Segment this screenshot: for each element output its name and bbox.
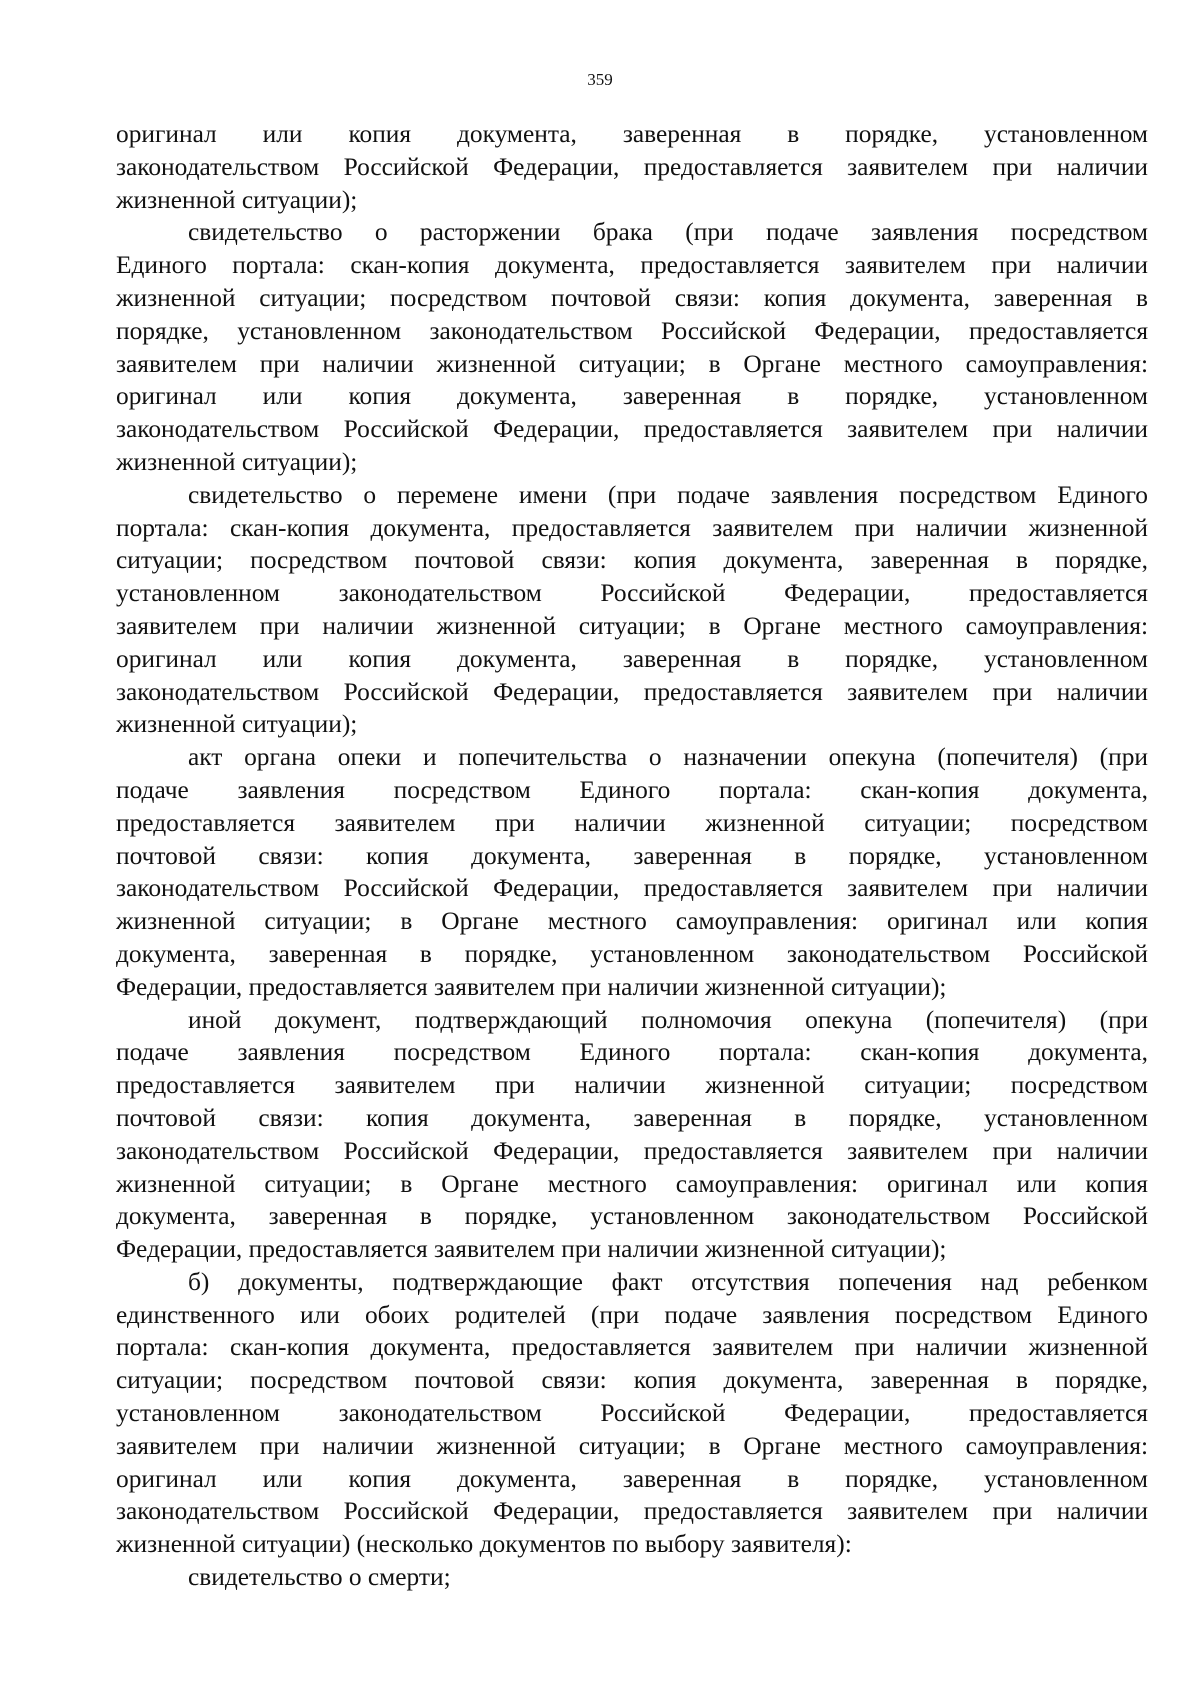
- text-line: иной документ, подтверждающий полномочия опекуна (попечителя) (при: [188, 1005, 1148, 1034]
- text-line: документа, заверенная в порядке, установленном законодательством Российской: [116, 939, 1148, 968]
- text-line: жизненной ситуации; в Органе местного самоуправления: оригинал или копия: [116, 907, 1148, 936]
- text-line: оригинал или копия документа, заверенная в порядке, установленном: [116, 120, 1148, 148]
- text-line: жизненной ситуации);: [116, 447, 358, 476]
- text-line: единственного или обоих родителей (при подаче заявления посредством Единого: [116, 1300, 1148, 1329]
- text-line: портала: скан-копия документа, предоставляется заявителем при наличии жизненной: [116, 1333, 1148, 1362]
- text-line: законодательством Российской Федерации, предоставляется заявителем при наличии: [116, 874, 1148, 903]
- text-line: законодательством Российской Федерации, предоставляется заявителем при наличии: [116, 1136, 1148, 1165]
- text-line: законодательством Российской Федерации, предоставляется заявителем при наличии: [116, 677, 1148, 706]
- text-line: установленном законодательством Российской Федерации, предоставляется: [116, 1399, 1148, 1428]
- text-line: установленном законодательством Российской Федерации, предоставляется: [116, 579, 1148, 608]
- text-line: портала: скан-копия документа, предоставляется заявителем при наличии жизненной: [116, 513, 1148, 542]
- text-line: документа, заверенная в порядке, установленном законодательством Российской: [116, 1202, 1148, 1231]
- text-line: жизненной ситуации; посредством почтовой связи: копия документа, заверенная в: [116, 283, 1148, 312]
- text-line: подаче заявления посредством Единого портала: скан-копия документа,: [116, 1038, 1148, 1067]
- text-line: жизненной ситуации; в Органе местного самоуправления: оригинал или копия: [116, 1169, 1148, 1198]
- text-line: б) документы, подтверждающие факт отсутствия попечения над ребенком: [188, 1267, 1148, 1296]
- text-line: ситуации; посредством почтовой связи: копия документа, заверенная в порядке,: [116, 1366, 1148, 1395]
- text-line: почтовой связи: копия документа, заверенная в порядке, установленном: [116, 841, 1148, 870]
- text-line: законодательством Российской Федерации, предоставляется заявителем при наличии: [116, 152, 1148, 181]
- text-line: предоставляется заявителем при наличии жизненной ситуации; посредством: [116, 1071, 1148, 1100]
- text-line: Федерации, предоставляется заявителем при наличии жизненной ситуации);: [116, 1235, 947, 1264]
- text-line: предоставляется заявителем при наличии жизненной ситуации; посредством: [116, 808, 1148, 837]
- text-line: почтовой связи: копия документа, заверенная в порядке, установленном: [116, 1103, 1148, 1132]
- page-number: 359: [587, 70, 613, 89]
- text-line: оригинал или копия документа, заверенная в порядке, установленном: [116, 382, 1148, 411]
- text-line: Единого портала: скан-копия документа, предоставляется заявителем при наличии: [116, 251, 1148, 280]
- text-line: оригинал или копия документа, заверенная в порядке, установленном: [116, 1464, 1148, 1493]
- text-line: заявителем при наличии жизненной ситуации; в Органе местного самоуправления:: [116, 1431, 1148, 1460]
- text-line: Федерации, предоставляется заявителем при наличии жизненной ситуации);: [116, 972, 947, 1001]
- text-line: жизненной ситуации);: [116, 185, 358, 214]
- text-line: заявителем при наличии жизненной ситуации; в Органе местного самоуправления:: [116, 611, 1148, 640]
- text-line: оригинал или копия документа, заверенная в порядке, установленном: [116, 644, 1148, 673]
- text-line: законодательством Российской Федерации, предоставляется заявителем при наличии: [116, 415, 1148, 444]
- text-line: акт органа опеки и попечительства о назначении опекуна (попечителя) (при: [188, 743, 1148, 772]
- text-line: жизненной ситуации);: [116, 710, 358, 739]
- text-line: свидетельство о перемене имени (при подаче заявления посредством Единого: [188, 480, 1148, 509]
- text-line: заявителем при наличии жизненной ситуации; в Органе местного самоуправления:: [116, 349, 1148, 378]
- text-line: порядке, установленном законодательством Российской Федерации, предоставляется: [116, 316, 1148, 345]
- text-line: законодательством Российской Федерации, предоставляется заявителем при наличии: [116, 1497, 1148, 1526]
- text-line: свидетельство о смерти;: [188, 1563, 451, 1592]
- text-line: свидетельство о расторжении брака (при подаче заявления посредством: [188, 218, 1148, 247]
- text-line: подаче заявления посредством Единого портала: скан-копия документа,: [116, 775, 1148, 804]
- text-line: ситуации; посредством почтовой связи: копия документа, заверенная в порядке,: [116, 546, 1148, 575]
- document-body: [116, 118, 1148, 1594]
- text-line: жизненной ситуации) (несколько документов по выбору заявителя):: [116, 1530, 852, 1559]
